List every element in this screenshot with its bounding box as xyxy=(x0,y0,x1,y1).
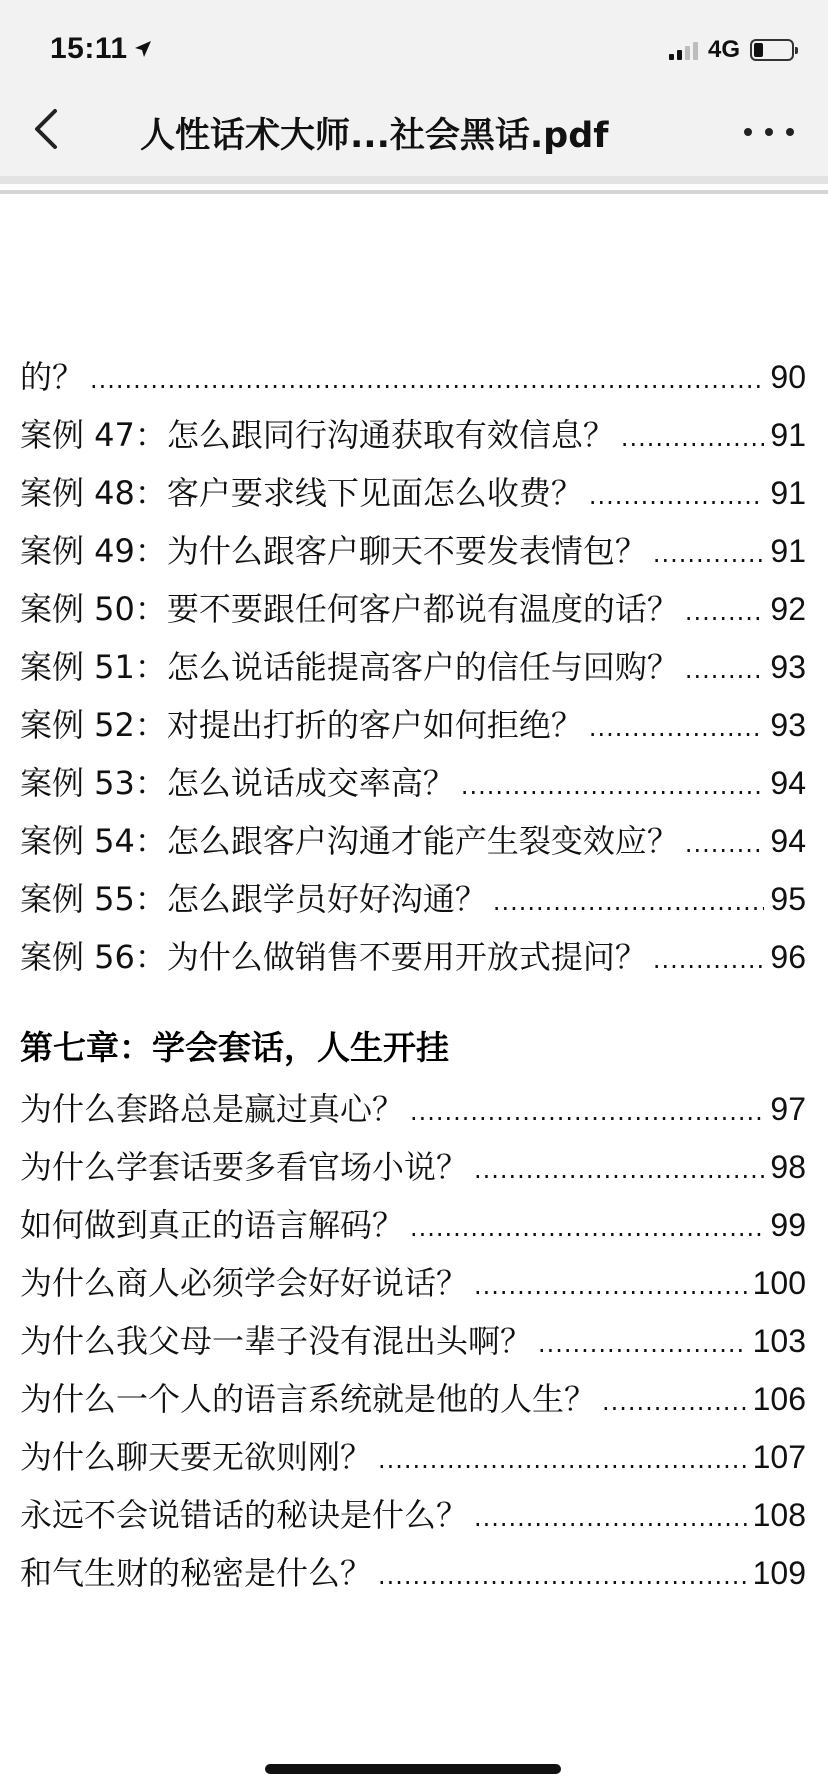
toc-entry[interactable] xyxy=(20,870,806,928)
cellular-signal-icon xyxy=(669,40,698,60)
toc-dot-leader xyxy=(621,409,765,467)
toc-entry-title: 为什么商人必须学会好好说话？ xyxy=(20,1264,469,1302)
toc-entry-title: 永远不会说错话的秘诀是什么？ xyxy=(20,1496,469,1534)
toc-entry-title: 案例 51：怎么说话能提高客户的信任与回购？ xyxy=(20,648,679,686)
toc-entry[interactable] xyxy=(20,1486,806,1544)
toc-entry[interactable] xyxy=(20,348,806,406)
toc-entry[interactable] xyxy=(20,638,806,696)
toc-entry[interactable] xyxy=(20,406,806,464)
toc-dot-leader xyxy=(461,757,765,815)
network-type: 4G xyxy=(707,36,740,63)
toc-dot-leader xyxy=(653,931,765,989)
toc-list xyxy=(20,1080,806,1602)
toc-entry-title: 如何做到真正的语言解码？ xyxy=(20,1206,405,1244)
toc-dot-leader xyxy=(589,467,765,525)
toc-dot-leader xyxy=(410,1083,764,1141)
toc-entry-page: 99 xyxy=(770,1207,806,1243)
more-options-button[interactable] xyxy=(744,112,794,152)
toc-dot-leader xyxy=(378,1431,747,1489)
location-arrow-icon xyxy=(134,32,152,66)
toc-entry-page: 92 xyxy=(770,591,806,627)
ellipsis-dot xyxy=(744,128,752,136)
toc-dot-leader xyxy=(474,1489,747,1547)
toc-entry-title: 为什么我父母一辈子没有混出头啊？ xyxy=(20,1322,533,1360)
toolbar-divider xyxy=(0,176,828,184)
toc-dot-leader xyxy=(474,1257,747,1315)
back-button[interactable] xyxy=(28,106,64,156)
ellipsis-dot xyxy=(765,128,773,136)
toc-entry-title: 的？ xyxy=(20,358,85,396)
toc-dot-leader xyxy=(90,351,764,409)
toc-entry-page: 90 xyxy=(770,359,806,395)
toc-entry-title: 为什么聊天要无欲则刚？ xyxy=(20,1438,373,1476)
toc-dot-leader xyxy=(685,583,765,641)
signal-bar xyxy=(685,46,690,60)
status-time xyxy=(50,32,152,66)
toc-entry[interactable] xyxy=(20,1428,806,1486)
toc-entry-title: 案例 54：怎么跟客户沟通才能产生裂变效应？ xyxy=(20,822,679,860)
top-bar xyxy=(0,0,828,176)
status-indicators xyxy=(669,36,794,64)
toc-entry[interactable] xyxy=(20,464,806,522)
toc-entry-title: 案例 49：为什么跟客户聊天不要发表情包？ xyxy=(20,532,647,570)
toc-entry-page: 103 xyxy=(752,1323,806,1359)
toc-entry[interactable] xyxy=(20,1138,806,1196)
toc-entry[interactable] xyxy=(20,580,806,638)
toc-entry-title: 案例 48：客户要求线下见面怎么收费？ xyxy=(20,474,583,512)
toc-entry-page: 100 xyxy=(752,1265,806,1301)
toc-dot-leader xyxy=(602,1373,747,1431)
toc-entry-page: 93 xyxy=(770,707,806,743)
toc-entry[interactable] xyxy=(20,928,806,986)
toc-dot-leader xyxy=(474,1141,764,1199)
toc-entry-page: 95 xyxy=(770,881,806,917)
toc-entry-title: 为什么套路总是赢过真心？ xyxy=(20,1090,405,1128)
toc-entry[interactable] xyxy=(20,812,806,870)
toc-entry[interactable] xyxy=(20,1370,806,1428)
toc-entry-title: 为什么一个人的语言系统就是他的人生？ xyxy=(20,1380,597,1418)
toc-dot-leader xyxy=(378,1547,747,1605)
toc-entry-title: 和气生财的秘密是什么？ xyxy=(20,1554,373,1592)
signal-bar xyxy=(693,42,698,60)
toc-entry-page: 91 xyxy=(770,417,806,453)
toc-entry-page: 91 xyxy=(770,475,806,511)
toc-dot-leader xyxy=(589,699,765,757)
ellipsis-dot xyxy=(786,128,794,136)
toc-entry-page: 94 xyxy=(770,765,806,801)
document-title: 人性话术大师...社会黑话.pdf xyxy=(140,116,609,156)
toc-entry[interactable] xyxy=(20,696,806,754)
toc-entry-title: 为什么学套话要多看官场小说？ xyxy=(20,1148,469,1186)
page-top-edge xyxy=(0,190,828,194)
toc-entry-page: 108 xyxy=(752,1497,806,1533)
toc-entry-page: 98 xyxy=(770,1149,806,1185)
toc-entry-page: 109 xyxy=(752,1555,806,1591)
toc-entry-page: 107 xyxy=(752,1439,806,1475)
toc-entry-title: 案例 47：怎么跟同行沟通获取有效信息？ xyxy=(20,416,615,454)
home-indicator[interactable] xyxy=(265,1764,561,1774)
toc-dot-leader xyxy=(493,873,765,931)
toc-list xyxy=(20,348,806,986)
toc-entry[interactable] xyxy=(20,1254,806,1312)
toc-dot-leader xyxy=(538,1315,747,1373)
toc-entry-page: 91 xyxy=(770,533,806,569)
toc-entry-title: 案例 53：怎么说话成交率高？ xyxy=(20,764,455,802)
pdf-page[interactable] xyxy=(0,214,828,1774)
toc-dot-leader xyxy=(410,1199,764,1257)
battery-level xyxy=(754,43,763,57)
toc-entry-page: 93 xyxy=(770,649,806,685)
toc-entry[interactable] xyxy=(20,1312,806,1370)
chapter-heading: 第七章：学会套话，人生开挂 xyxy=(20,1028,449,1067)
toc-entry-title: 案例 50：要不要跟任何客户都说有温度的话？ xyxy=(20,590,679,628)
toc-entry[interactable] xyxy=(20,754,806,812)
toc-entry-title: 案例 56：为什么做销售不要用开放式提问？ xyxy=(20,938,647,976)
toc-dot-leader xyxy=(685,641,765,699)
toc-entry-page: 96 xyxy=(770,939,806,975)
battery-icon xyxy=(750,39,794,61)
toc-entry[interactable] xyxy=(20,522,806,580)
toc-entry-title: 案例 52：对提出打折的客户如何拒绝？ xyxy=(20,706,583,744)
toc-entry[interactable] xyxy=(20,1196,806,1254)
toc-entry-page: 106 xyxy=(752,1381,806,1417)
time-label: 15:11 xyxy=(50,32,128,65)
toc-entry-page: 94 xyxy=(770,823,806,859)
toc-dot-leader xyxy=(685,815,765,873)
toc-entry[interactable] xyxy=(20,1544,806,1602)
signal-bar xyxy=(669,54,674,60)
toc-entry-page: 97 xyxy=(770,1091,806,1127)
signal-bar xyxy=(677,50,682,60)
toc-entry[interactable] xyxy=(20,1080,806,1138)
chevron-left-icon xyxy=(33,108,59,154)
toc-dot-leader xyxy=(653,525,765,583)
toc-entry-title: 案例 55：怎么跟学员好好沟通？ xyxy=(20,880,487,918)
